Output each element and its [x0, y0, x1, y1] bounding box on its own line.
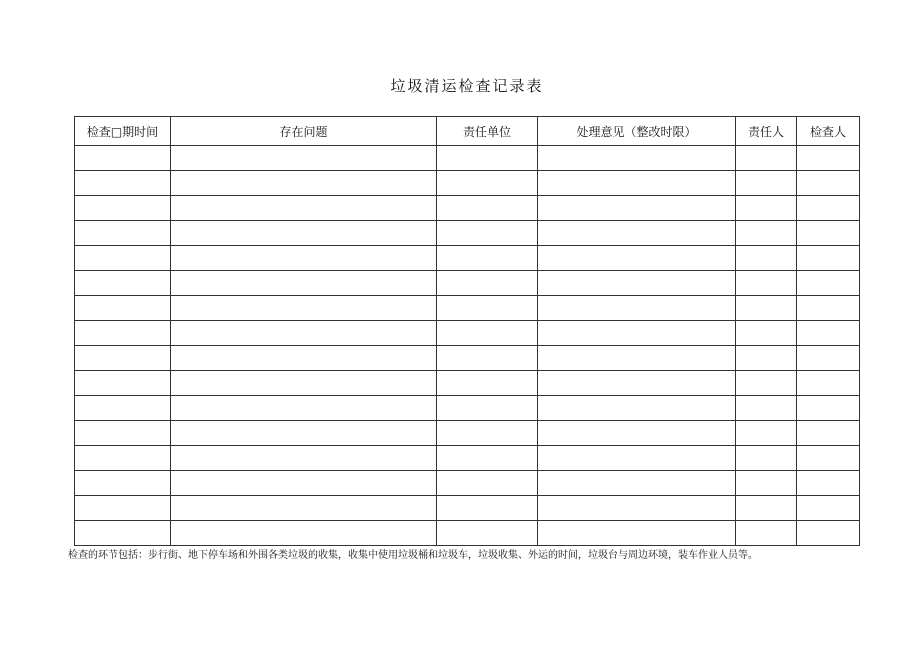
table-row — [75, 171, 860, 196]
cell-inspector[interactable] — [797, 521, 860, 546]
cell-inspector[interactable] — [797, 321, 860, 346]
cell-responsible-person[interactable] — [736, 371, 797, 396]
cell-inspection-datetime[interactable] — [75, 196, 171, 221]
header-handling-opinion: 处理意见（整改时限） — [538, 117, 736, 146]
cell-responsible-unit[interactable] — [437, 221, 538, 246]
cell-inspector[interactable] — [797, 471, 860, 496]
cell-inspection-datetime[interactable] — [75, 321, 171, 346]
cell-inspection-datetime[interactable] — [75, 221, 171, 246]
cell-handling-opinion[interactable] — [538, 521, 736, 546]
cell-inspector[interactable] — [797, 146, 860, 171]
table-row — [75, 371, 860, 396]
cell-inspection-datetime[interactable] — [75, 496, 171, 521]
cell-existing-problems[interactable] — [171, 246, 437, 271]
cell-handling-opinion[interactable] — [538, 446, 736, 471]
cell-responsible-unit[interactable] — [437, 421, 538, 446]
header-responsible-unit: 责任单位 — [437, 117, 538, 146]
cell-inspection-datetime[interactable] — [75, 396, 171, 421]
cell-inspection-datetime[interactable] — [75, 446, 171, 471]
cell-responsible-unit[interactable] — [437, 296, 538, 321]
cell-inspection-datetime[interactable] — [75, 346, 171, 371]
cell-inspector[interactable] — [797, 371, 860, 396]
cell-responsible-unit[interactable] — [437, 371, 538, 396]
cell-inspector[interactable] — [797, 221, 860, 246]
cell-inspector[interactable] — [797, 196, 860, 221]
header-inspection-datetime: 检查□期时间 — [75, 117, 171, 146]
cell-responsible-unit[interactable] — [437, 321, 538, 346]
header-responsible-person: 责任人 — [736, 117, 797, 146]
cell-handling-opinion[interactable] — [538, 321, 736, 346]
table-row — [75, 446, 860, 471]
cell-existing-problems[interactable] — [171, 521, 437, 546]
table-row — [75, 271, 860, 296]
cell-inspection-datetime[interactable] — [75, 521, 171, 546]
cell-existing-problems[interactable] — [171, 171, 437, 196]
cell-responsible-unit[interactable] — [437, 471, 538, 496]
cell-responsible-person[interactable] — [736, 271, 797, 296]
cell-inspection-datetime[interactable] — [75, 146, 171, 171]
cell-inspection-datetime[interactable] — [75, 421, 171, 446]
cell-existing-problems[interactable] — [171, 471, 437, 496]
cell-handling-opinion[interactable] — [538, 346, 736, 371]
cell-handling-opinion[interactable] — [538, 396, 736, 421]
cell-responsible-person[interactable] — [736, 496, 797, 521]
cell-handling-opinion[interactable] — [538, 271, 736, 296]
footnote: 检查的环节包括：步行街、地下停车场和外围各类垃圾的收集，收集中使用垃圾桶和垃圾车，垃圾收集、外运的时间，垃圾台与周边环境，装车作业人员等。 — [68, 550, 758, 561]
cell-inspector[interactable] — [797, 396, 860, 421]
cell-responsible-unit[interactable] — [437, 246, 538, 271]
cell-handling-opinion[interactable] — [538, 246, 736, 271]
cell-handling-opinion[interactable] — [538, 471, 736, 496]
cell-responsible-unit[interactable] — [437, 271, 538, 296]
cell-responsible-unit[interactable] — [437, 496, 538, 521]
cell-existing-problems[interactable] — [171, 271, 437, 296]
cell-responsible-person[interactable] — [736, 446, 797, 471]
cell-handling-opinion[interactable] — [538, 421, 736, 446]
table-row — [75, 146, 860, 171]
cell-responsible-person[interactable] — [736, 521, 797, 546]
header-existing-problems: 存在问题 — [171, 117, 437, 146]
cell-responsible-person[interactable] — [736, 221, 797, 246]
cell-inspection-datetime[interactable] — [75, 471, 171, 496]
table-row — [75, 221, 860, 246]
cell-existing-problems[interactable] — [171, 321, 437, 346]
cell-responsible-person[interactable] — [736, 421, 797, 446]
cell-responsible-person[interactable] — [736, 171, 797, 196]
cell-inspector[interactable] — [797, 296, 860, 321]
cell-existing-problems[interactable] — [171, 296, 437, 321]
document-title: 垃圾清运检查记录表 — [390, 77, 544, 95]
inspection-record-table — [74, 116, 860, 546]
cell-inspection-datetime[interactable] — [75, 296, 171, 321]
table-header-row — [75, 117, 860, 146]
table-row — [75, 346, 860, 371]
cell-handling-opinion[interactable] — [538, 371, 736, 396]
cell-existing-problems[interactable] — [171, 146, 437, 171]
cell-responsible-person[interactable] — [736, 396, 797, 421]
cell-inspector[interactable] — [797, 346, 860, 371]
cell-existing-problems[interactable] — [171, 421, 437, 446]
cell-existing-problems[interactable] — [171, 396, 437, 421]
cell-responsible-unit[interactable] — [437, 196, 538, 221]
table-row — [75, 196, 860, 221]
cell-existing-problems[interactable] — [171, 496, 437, 521]
table-row — [75, 321, 860, 346]
table-row — [75, 246, 860, 271]
header-inspector: 检查人 — [797, 117, 860, 146]
cell-inspector[interactable] — [797, 446, 860, 471]
cell-responsible-person[interactable] — [736, 296, 797, 321]
cell-existing-problems[interactable] — [171, 371, 437, 396]
cell-inspector[interactable] — [797, 421, 860, 446]
cell-responsible-person[interactable] — [736, 321, 797, 346]
cell-inspector[interactable] — [797, 496, 860, 521]
cell-responsible-unit[interactable] — [437, 171, 538, 196]
cell-handling-opinion[interactable] — [538, 496, 736, 521]
cell-inspector[interactable] — [797, 271, 860, 296]
cell-inspection-datetime[interactable] — [75, 171, 171, 196]
cell-responsible-unit[interactable] — [437, 346, 538, 371]
cell-responsible-unit[interactable] — [437, 146, 538, 171]
cell-handling-opinion[interactable] — [538, 221, 736, 246]
cell-inspection-datetime[interactable] — [75, 371, 171, 396]
cell-existing-problems[interactable] — [171, 196, 437, 221]
cell-responsible-person[interactable] — [736, 471, 797, 496]
table-body — [75, 146, 860, 546]
cell-responsible-person[interactable] — [736, 146, 797, 171]
table-row — [75, 521, 860, 546]
cell-handling-opinion[interactable] — [538, 171, 736, 196]
cell-existing-problems[interactable] — [171, 446, 437, 471]
cell-existing-problems[interactable] — [171, 221, 437, 246]
table-row — [75, 496, 860, 521]
table-row — [75, 296, 860, 321]
cell-inspection-datetime[interactable] — [75, 246, 171, 271]
cell-handling-opinion[interactable] — [538, 196, 736, 221]
table-row — [75, 471, 860, 496]
cell-handling-opinion[interactable] — [538, 296, 736, 321]
cell-inspection-datetime[interactable] — [75, 271, 171, 296]
cell-responsible-unit[interactable] — [437, 521, 538, 546]
cell-inspector[interactable] — [797, 171, 860, 196]
cell-handling-opinion[interactable] — [538, 146, 736, 171]
cell-responsible-person[interactable] — [736, 346, 797, 371]
cell-inspector[interactable] — [797, 246, 860, 271]
table-row — [75, 421, 860, 446]
cell-responsible-unit[interactable] — [437, 396, 538, 421]
cell-existing-problems[interactable] — [171, 346, 437, 371]
table-row — [75, 396, 860, 421]
cell-responsible-person[interactable] — [736, 246, 797, 271]
cell-responsible-unit[interactable] — [437, 446, 538, 471]
cell-responsible-person[interactable] — [736, 196, 797, 221]
